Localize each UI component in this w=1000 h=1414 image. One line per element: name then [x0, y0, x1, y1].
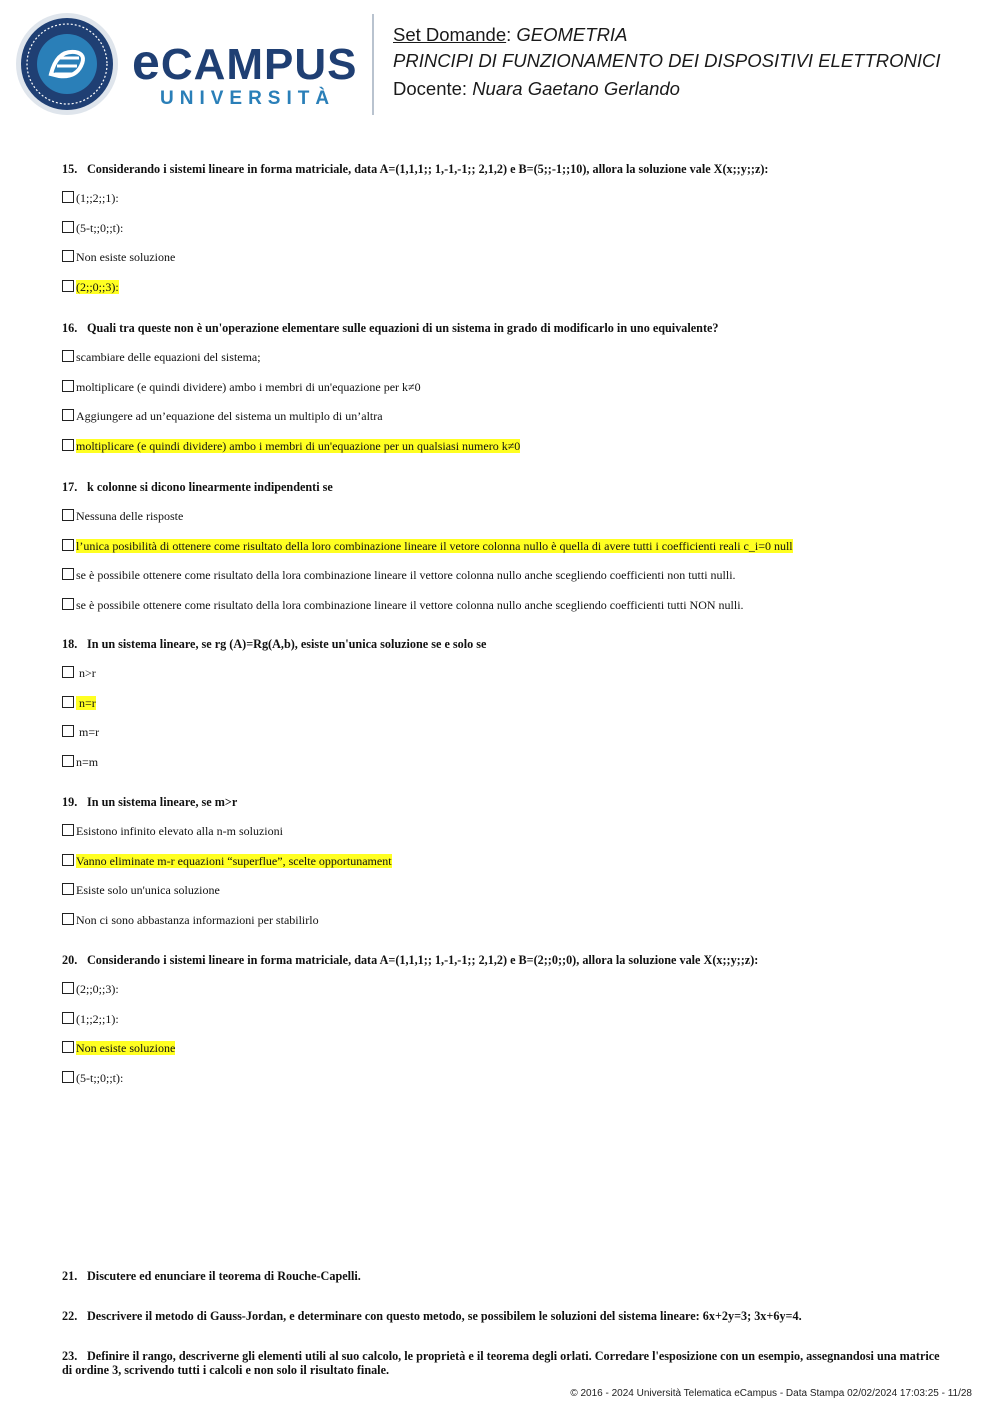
- checkbox-icon[interactable]: [62, 539, 74, 551]
- question-20: [62, 953, 758, 968]
- answer-label-highlighted: Vanno eliminate m-r equazioni “superflue”, scelte opportunament: [76, 853, 392, 868]
- question-number: 21.: [62, 1269, 78, 1283]
- checkbox-icon[interactable]: [62, 509, 74, 521]
- question-text: In un sistema lineare, se m>r: [87, 795, 238, 809]
- answer-option[interactable]: [62, 379, 421, 395]
- question-text: Discutere ed enunciare il teorema di Rouche-Capelli.: [87, 1269, 361, 1283]
- question-text: k colonne si dicono linearmente indipendenti se: [87, 480, 333, 494]
- question-number: 18.: [62, 637, 78, 651]
- answer-option[interactable]: [62, 597, 744, 613]
- answer-label: m=r: [76, 725, 100, 739]
- checkbox-icon[interactable]: [62, 725, 74, 737]
- answer-option[interactable]: [62, 538, 793, 554]
- checkbox-icon[interactable]: [62, 666, 74, 678]
- answer-label: moltiplicare (e quindi dividere) ambo i membri di un'equazione per k≠0: [76, 379, 421, 394]
- checkbox-icon[interactable]: [62, 1041, 74, 1053]
- question-text: Definire il rango, descriverne gli elementi utili al suo calcolo, le proprietà e il teorema degli orlati. Corredare l'esposizione con un esempio, assegnandosi una matrice di ordine 3, scrivendo tutti i calcoli e non solo il risultato finale.: [62, 1349, 940, 1377]
- question-number: 19.: [62, 795, 78, 809]
- checkbox-icon[interactable]: [62, 350, 74, 362]
- answer-option[interactable]: [62, 981, 119, 997]
- checkbox-icon[interactable]: [62, 568, 74, 580]
- question-23: [62, 1349, 942, 1377]
- checkbox-icon[interactable]: [62, 854, 74, 866]
- answer-label: n>r: [76, 666, 96, 680]
- question-text: Considerando i sistemi lineare in forma matriciale, data A=(1,1,1;; 1,-1,-1;; 2,1,2) e B=(5;;-1;;10), allora la soluzione vale X(x;;y;;z):: [87, 162, 769, 176]
- checkbox-icon[interactable]: [62, 1012, 74, 1024]
- answer-option[interactable]: [62, 438, 520, 454]
- answer-label: se è possibile ottenere come risultato della lora combinazione lineare il vettore colonna nullo anche scegliendo coefficienti tutti NON nulli.: [76, 597, 744, 612]
- answer-option[interactable]: [62, 190, 119, 206]
- answer-label: se è possibile ottenere come risultato della lora combinazione lineare il vettore colonna nullo anche scegliendo coefficienti non tutti nulli.: [76, 568, 736, 582]
- answer-label-highlighted: (2;;0;;3):: [76, 279, 119, 294]
- question-21: [62, 1269, 942, 1283]
- answer-option[interactable]: [62, 754, 98, 770]
- course-title: PRINCIPI DI FUNZIONAMENTO DEI DISPOSITIVI ELETTRONICI: [393, 50, 941, 71]
- set-title: Set Domande: GEOMETRIA: [393, 24, 628, 45]
- answer-label-highlighted: l’unica posibilità di ottenere come risultato della loro combinazione lineare il vetore colonna nullo è quella di avere tutti i coefficienti reali c_i=0 null: [76, 538, 793, 553]
- answer-label-highlighted: n=r: [76, 695, 96, 710]
- answer-label: (5-t;;0;;t):: [76, 1070, 124, 1085]
- question-16: [62, 321, 719, 336]
- answer-option[interactable]: [62, 508, 183, 524]
- answer-option[interactable]: [62, 823, 283, 839]
- answer-label: (5-t;;0;;t):: [76, 220, 124, 235]
- checkbox-icon[interactable]: [62, 380, 74, 392]
- ecampus-wordmark: eCAMPUS: [132, 34, 358, 90]
- checkbox-icon[interactable]: [62, 755, 74, 767]
- answer-label: scambiare delle equazioni del sistema;: [76, 350, 261, 364]
- answer-option[interactable]: [62, 724, 99, 740]
- checkbox-icon[interactable]: [62, 598, 74, 610]
- answer-option[interactable]: [62, 567, 736, 583]
- question-text: Considerando i sistemi lineare in forma matriciale, data A=(1,1,1;; 1,-1,-1;; 2,1,2) e B=(2;;0;;0), allora la soluzione vale X(x;;y;;z):: [87, 953, 759, 967]
- answer-label: Non esiste soluzione: [76, 250, 176, 264]
- answer-option[interactable]: [62, 665, 96, 681]
- question-text: Quali tra queste non è un'operazione elementare sulle equazioni di un sistema in grado di modificarlo in uno equivalente?: [87, 321, 719, 335]
- answer-label: Esistono infinito elevato alla n-m soluzioni: [76, 824, 283, 838]
- question-15: [62, 162, 768, 177]
- answer-label-highlighted: Non esiste soluzione: [76, 1041, 176, 1055]
- question-number: 20.: [62, 953, 78, 967]
- page-header: [0, 0, 1000, 130]
- question-18: [62, 637, 486, 652]
- question-number: 16.: [62, 321, 78, 335]
- answer-option[interactable]: [62, 912, 319, 928]
- question-19: [62, 795, 237, 810]
- answer-label: n=m: [76, 754, 99, 769]
- question-17: [62, 480, 333, 495]
- ecampus-seal-logo: [15, 12, 119, 116]
- answer-option[interactable]: [62, 1011, 119, 1027]
- answer-option[interactable]: [62, 853, 392, 869]
- answer-label: Non ci sono abbastanza informazioni per stabilirlo: [76, 912, 319, 927]
- answer-label-highlighted: moltiplicare (e quindi dividere) ambo i membri di un'equazione per un qualsiasi numero k≠0: [76, 438, 521, 453]
- answer-label: Esiste solo un'unica soluzione: [76, 883, 220, 897]
- checkbox-icon[interactable]: [62, 439, 74, 451]
- checkbox-icon[interactable]: [62, 280, 74, 292]
- checkbox-icon[interactable]: [62, 221, 74, 233]
- checkbox-icon[interactable]: [62, 191, 74, 203]
- checkbox-icon[interactable]: [62, 913, 74, 925]
- checkbox-icon[interactable]: [62, 982, 74, 994]
- checkbox-icon[interactable]: [62, 824, 74, 836]
- question-text: Descrivere il metodo di Gauss-Jordan, e determinare con questo metodo, se possibilem le soluzioni del sistema lineare: 6x+2y=3; 3x+6y=4.: [87, 1309, 802, 1323]
- answer-option[interactable]: [62, 249, 175, 265]
- answer-option[interactable]: [62, 279, 119, 295]
- answer-option[interactable]: [62, 695, 96, 711]
- checkbox-icon[interactable]: [62, 409, 74, 421]
- question-number: 22.: [62, 1309, 78, 1323]
- teacher-line: Docente: Nuara Gaetano Gerlando: [393, 78, 680, 99]
- universita-wordmark: UNIVERSITÀ: [160, 88, 336, 109]
- page-footer: © 2016 - 2024 Università Telematica eCampus - Data Stampa 02/02/2024 17:03:25 - 11/28: [570, 1388, 972, 1399]
- question-22: [62, 1309, 942, 1323]
- checkbox-icon[interactable]: [62, 1071, 74, 1083]
- answer-option[interactable]: [62, 1070, 123, 1086]
- checkbox-icon[interactable]: [62, 250, 74, 262]
- question-text: In un sistema lineare, se rg (A)=Rg(A,b), esiste un'unica soluzione se e solo se: [87, 637, 487, 651]
- answer-option[interactable]: [62, 220, 123, 236]
- answer-label: (2;;0;;3):: [76, 982, 119, 996]
- answer-option[interactable]: [62, 882, 220, 898]
- answer-label: Nessuna delle risposte: [76, 509, 184, 523]
- answer-option[interactable]: [62, 1040, 175, 1056]
- checkbox-icon[interactable]: [62, 883, 74, 895]
- checkbox-icon[interactable]: [62, 696, 74, 708]
- header-divider: [372, 14, 374, 115]
- answer-label: (1;;2;;1):: [76, 191, 119, 205]
- answer-option[interactable]: [62, 349, 261, 365]
- answer-option[interactable]: [62, 408, 383, 424]
- question-number: 17.: [62, 480, 78, 494]
- question-number: 23.: [62, 1349, 78, 1363]
- question-number: 15.: [62, 162, 78, 176]
- answer-label: (1;;2;;1):: [76, 1011, 119, 1026]
- answer-label: Aggiungere ad un’equazione del sistema un multiplo di un’altra: [76, 409, 383, 423]
